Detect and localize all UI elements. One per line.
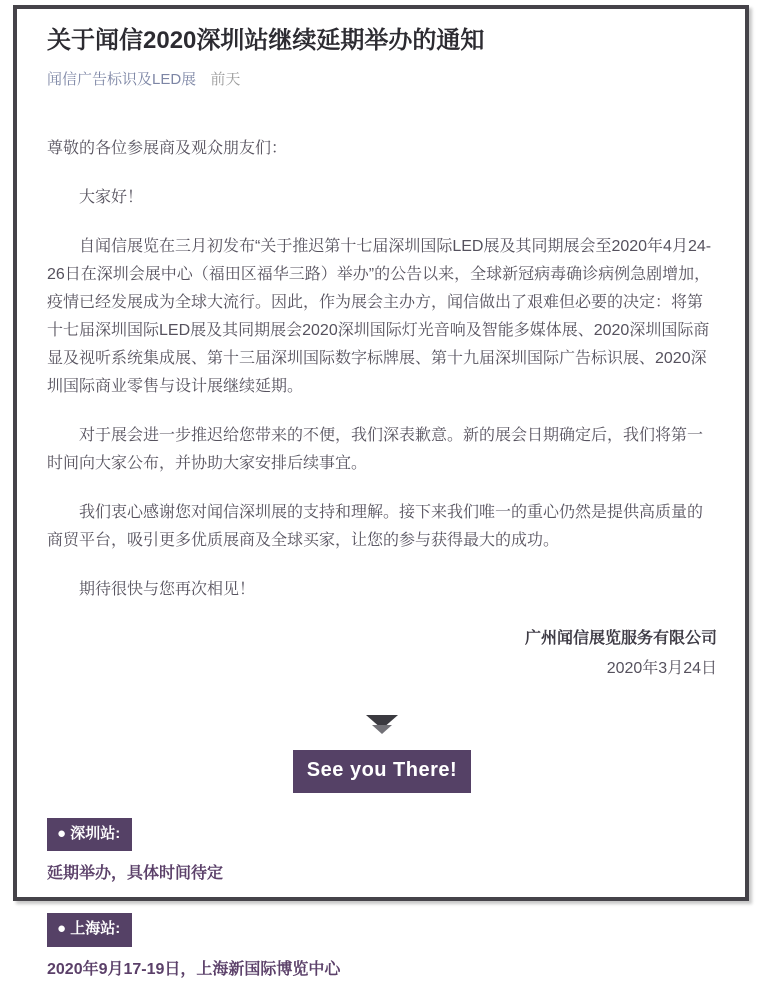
article-card [13,5,749,978]
publish-time: 前天 [210,71,241,89]
company-signature: 广州闻信展览服务有限公司 [524,630,717,648]
article-body [47,135,717,984]
station-shenzhen [47,818,717,888]
paragraph: 自闻信展览在三月初发布“关于推迟第十七届深圳国际LED展及其同期展会至2020年4月24-26日在深圳会展中心（福田区福华三路）举办”的公告以来，全球新冠病毒确诊病例急剧增加，疫情已经发展成为全球大流行。因此，作为展会主办方，闻信做出了艰难但必要的决定：将第十七届深圳国际LED展及其同期展会2020深圳国际灯光音响及智能多媒体展、2020深圳国际商显及视听系统集成展、第十三届深圳国际数字标牌展、第十九届深圳国际广告标识展、2020深圳国际商业零售与设计展继续延期。 [47,238,712,396]
station-detail: 2020年9月17-19日，上海新国际博览中心 [47,960,341,978]
article-meta [47,68,717,89]
banner-row [47,750,717,793]
signature-block [47,625,717,683]
station-badge: ● 上海站: [47,913,132,946]
double-down-arrow-icon [365,715,399,734]
paragraph: 期待很快与您再次相见！ [79,581,256,599]
station-detail: 延期举办，具体时间待定 [47,865,224,883]
notice-date: 2020年3月24日 [606,660,717,678]
station-shanghai [47,913,717,983]
greeting-line: 尊敬的各位参展商及观众朋友们： [47,140,288,158]
account-link[interactable]: 闻信广告标识及LED展 [47,71,197,89]
paragraph: 大家好！ [79,189,144,207]
paragraph: 我们衷心感谢您对闻信深圳展的支持和理解。接下来我们唯一的重心仍然是提供高质量的商贸平台，吸引更多优质展商及全球买家，让您的参与获得最大的成功。 [47,504,704,550]
arrow-triangle-small [372,725,392,734]
station-badge: ● 深圳站: [47,818,132,851]
page-title: 关于闻信2020深圳站继续延期举办的通知 [47,27,485,54]
paragraph: 对于展会进一步推迟给您带来的不便，我们深表歉意。新的展会日期确定后，我们将第一时间向大家公布，并协助大家安排后续事宜。 [47,427,704,473]
see-you-there-banner: See you There! [293,750,471,793]
